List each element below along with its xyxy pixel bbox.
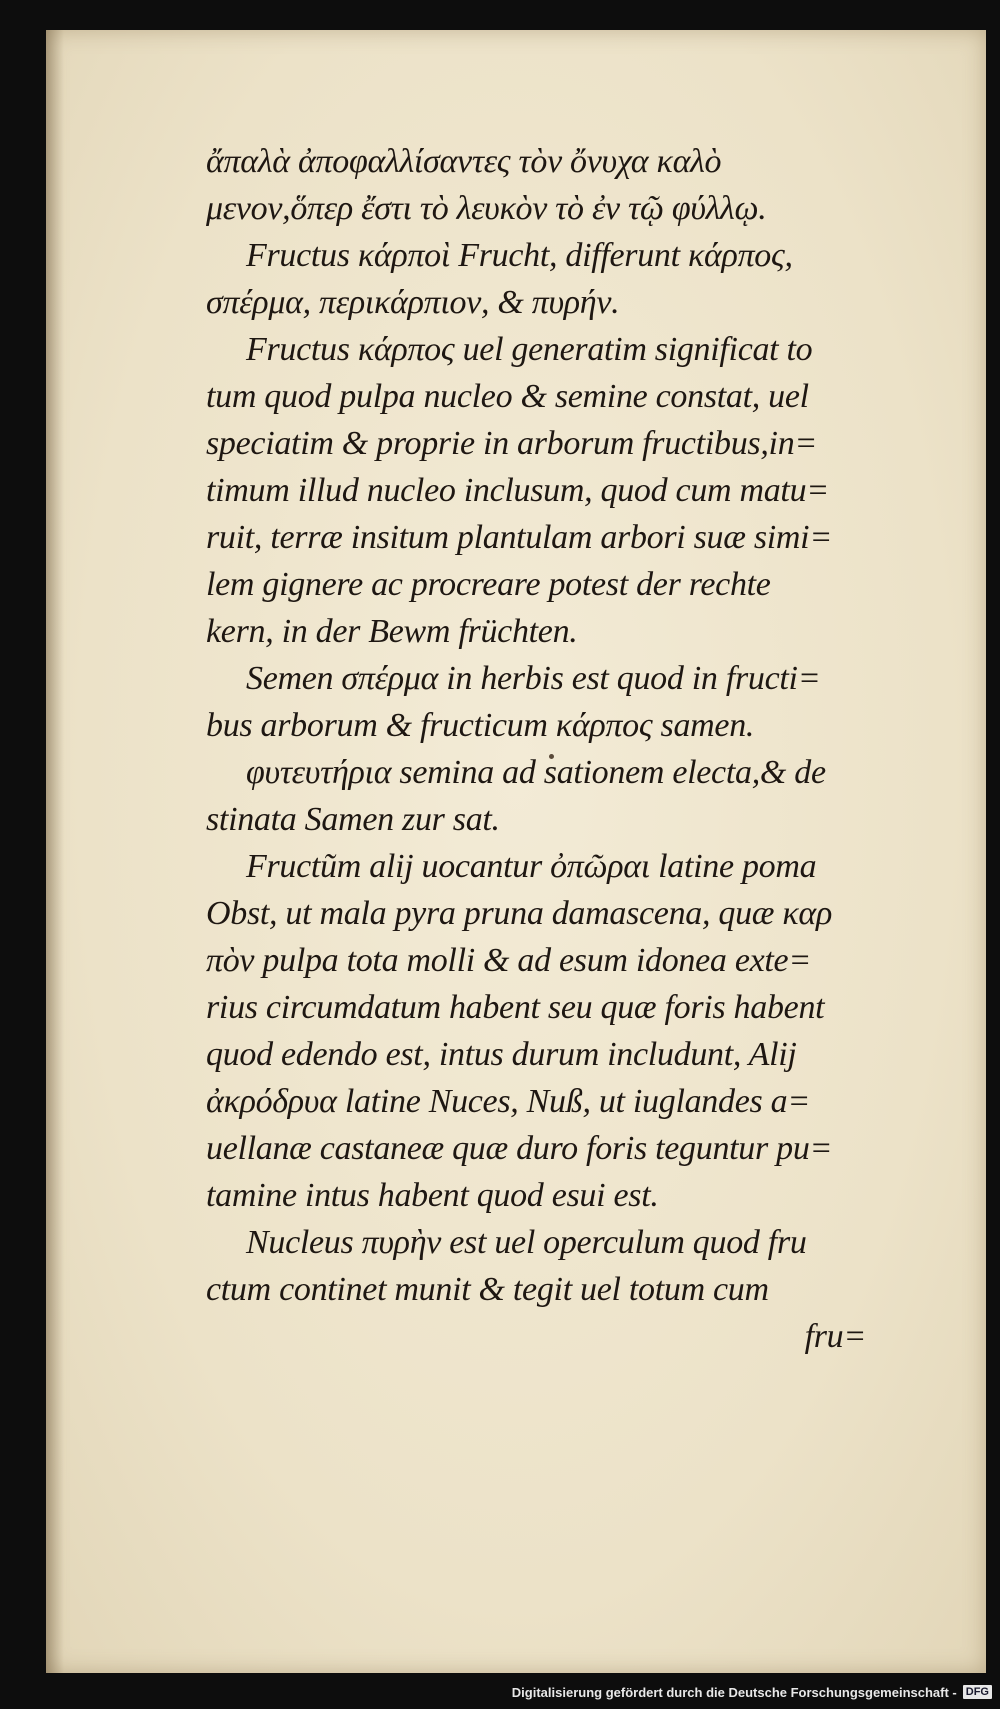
text-line: φυτευτήρια semina ad sationem electa,& de <box>246 754 826 791</box>
text-line: speciatim & proprie in arborum fructibus,in= <box>206 425 818 462</box>
text-line: rius circumdatum habent seu quæ foris habent <box>206 989 825 1026</box>
text-line: Nucleus πυρὴν est uel operculum quod fru <box>246 1224 807 1261</box>
text-line: σπέρμα, περικάρπιον, & πυρήν. <box>206 284 620 321</box>
text-line: kern, in der Bewm früchten. <box>206 613 578 650</box>
text-line: tum quod pulpa nucleo & semine constat, uel <box>206 378 809 415</box>
text-line: lem gignere ac procreare potest der rechte <box>206 566 771 603</box>
page-gutter-shadow <box>46 30 64 1673</box>
text-line: Fructus κάρποὶ Frucht, differunt κάρπος, <box>246 237 793 274</box>
credit-text: Digitalisierung gefördert durch die Deutsche Forschungsgemeinschaft - <box>511 1684 957 1700</box>
digitization-credit <box>512 1679 992 1705</box>
text-line: Fructus κάρπος uel generatim significat to <box>246 331 813 368</box>
text-line: ruit, terræ insitum plantulam arbori suæ simi= <box>206 519 832 556</box>
text-line: Semen σπέρμα in herbis est quod in fructi= <box>246 660 821 697</box>
text-line: πὸν pulpa tota molli & ad esum idonea exte= <box>206 942 811 979</box>
text-line: ἄπαλὰ ἀποφαλλίσαντες τὸν ὄνυχα καλὸ <box>206 143 722 180</box>
text-line: timum illud nucleo inclusum, quod cum matu= <box>206 472 829 509</box>
text-line: μενον,ὅπερ ἔστι τὸ λευκὸν τὸ ἐν τῷ φύλλῳ. <box>206 190 767 227</box>
book-page <box>46 30 986 1673</box>
text-line: stinata Samen zur sat. <box>206 801 500 838</box>
text-line: quod edendo est, intus durum includunt, Alij <box>206 1036 797 1073</box>
page-text <box>206 138 946 1360</box>
text-line: bus arborum & fructicum κάρπος samen. <box>206 707 755 744</box>
dfg-logo: DFG <box>963 1685 992 1699</box>
catchword: fru= <box>804 1318 866 1355</box>
text-line: uellanæ castaneæ quæ duro foris teguntur pu= <box>206 1130 833 1167</box>
text-line: ctum continet munit & tegit uel totum cum <box>206 1271 769 1308</box>
text-line: Fructũm alij uocantur ὀπῶραι latine poma <box>246 848 817 885</box>
text-line: Obst, ut mala pyra pruna damascena, quæ καρ <box>206 895 832 932</box>
text-line: ἀκρόδρυα latine Nuces, Nuß, ut iuglandes a= <box>206 1083 810 1120</box>
text-line: tamine intus habent quod esui est. <box>206 1177 659 1214</box>
